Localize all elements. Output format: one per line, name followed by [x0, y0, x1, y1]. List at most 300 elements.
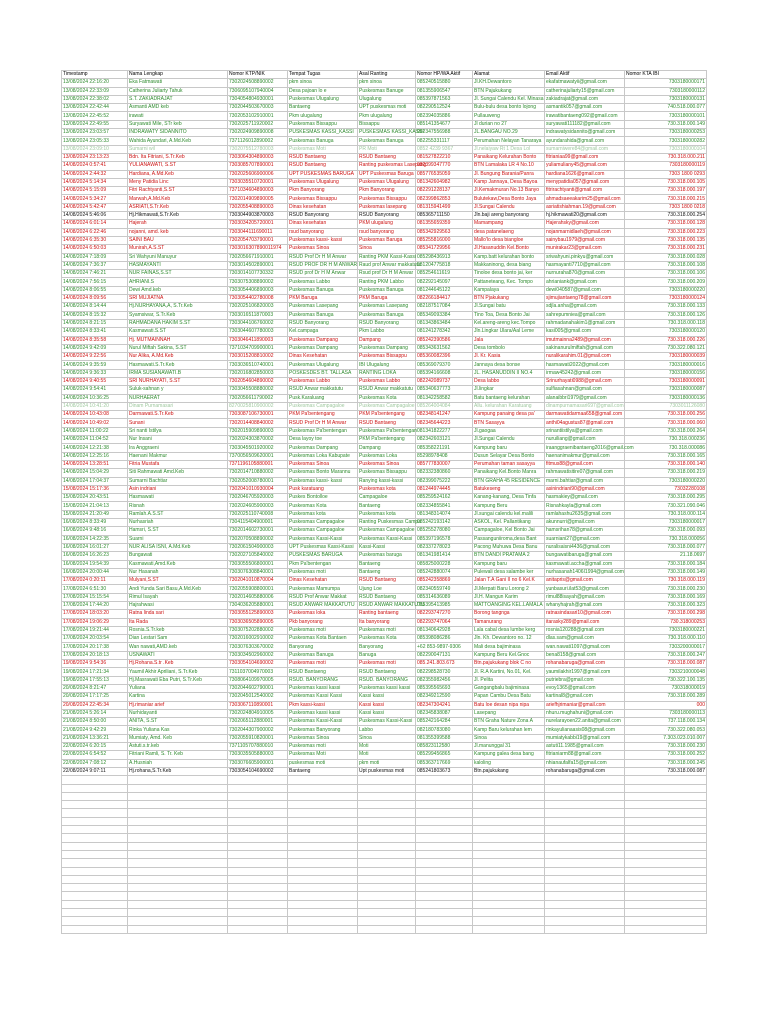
empty-cell[interactable] [62, 826, 128, 834]
empty-cell[interactable] [416, 892, 473, 900]
table-cell[interactable]: Dian Lestari Sam [128, 635, 228, 643]
table-cell[interactable]: 7302024508890002 [228, 79, 288, 87]
table-cell[interactable]: 14/08/2024 12:21:38 [62, 444, 128, 452]
table-cell[interactable]: 082399075222 [416, 477, 473, 485]
table-cell[interactable]: Mallo'lo desa biangloe [473, 236, 545, 244]
table-cell[interactable]: 730.318.000.135 [625, 236, 707, 244]
table-cell[interactable]: RSUD Bantaeng [288, 668, 358, 676]
table-cell[interactable]: Hj.Rohana.S.tr .Keb [128, 660, 228, 668]
empty-cell[interactable] [625, 809, 707, 817]
table-cell[interactable]: sdjla.anha@gmail.com [545, 303, 625, 311]
table-cell[interactable]: 7303180000131 [625, 95, 707, 103]
table-cell[interactable]: Puskesmas Kota Bantaen [288, 635, 358, 643]
table-cell[interactable]: marni.bahtiar@gmail.com [545, 477, 625, 485]
table-cell[interactable]: zakiadrajat@gmail.com [545, 95, 625, 103]
table-cell[interactable]: Pulewali desa salambe ker [473, 568, 545, 576]
empty-cell[interactable] [625, 850, 707, 858]
table-cell[interactable]: 13/08/2024 23:09:10 [62, 145, 128, 153]
table-cell[interactable]: 7308064109970005 [228, 676, 288, 684]
table-cell[interactable]: 14/08/2024 5:42:47 [62, 203, 128, 211]
table-cell[interactable]: 7303180000087 [625, 386, 707, 394]
table-cell[interactable]: Jl. R.A Kartini, No.01, Kel. [473, 668, 545, 676]
table-cell[interactable]: rahmawatisitire07@gmail.com [545, 469, 625, 477]
table-cell[interactable]: Pkm kassi-kassi [288, 701, 358, 709]
table-cell[interactable]: 082292145097 [416, 278, 473, 286]
table-cell[interactable]: 730.318000253 [625, 618, 707, 626]
table-cell[interactable]: Desa pajoan lo e [288, 87, 358, 95]
table-cell[interactable]: 7303087106730001 [228, 411, 288, 419]
table-cell[interactable]: 7302041010870004 [228, 577, 288, 585]
table-cell[interactable]: yaumilakhir1997@gmail.com [545, 668, 625, 676]
table-cell[interactable]: 7303180000136 [625, 394, 707, 402]
table-cell[interactable]: RSUD Banyorang [288, 212, 358, 220]
empty-cell[interactable] [545, 826, 625, 834]
table-cell[interactable]: 7303180000091 [625, 377, 707, 385]
table-cell[interactable]: Jl.KH.Dewantoro [473, 79, 545, 87]
empty-cell[interactable] [288, 792, 358, 800]
table-cell[interactable]: Puskesmas moti [358, 626, 416, 634]
table-cell[interactable]: 7303064304890003 [228, 153, 288, 161]
table-cell[interactable]: 7371105707880010 [228, 743, 288, 751]
table-cell[interactable]: Nurhasriah [128, 519, 228, 527]
empty-cell[interactable] [545, 776, 625, 784]
table-cell[interactable]: Puskesmas Sinoa [288, 460, 358, 468]
table-cell[interactable]: 7302016802850003 [228, 369, 288, 377]
table-cell[interactable]: RSUD Prof Anwar Makkat [288, 593, 358, 601]
table-cell[interactable]: RSUD. BANYORANG [358, 676, 416, 684]
table-cell[interactable]: RSUD Bantaeng [288, 162, 358, 170]
empty-cell[interactable] [358, 850, 416, 858]
table-cell[interactable]: 7303054406890003 [228, 286, 288, 294]
table-cell[interactable]: Ita Rada [128, 618, 228, 626]
table-cell[interactable]: Pkb banyorang [288, 618, 358, 626]
empty-cell[interactable] [228, 801, 288, 809]
table-cell[interactable]: 7302052008780001 [228, 477, 288, 485]
table-cell[interactable]: kasmawati.accha@gmail.com [545, 560, 625, 568]
table-cell[interactable]: 7303034502960002 [228, 651, 288, 659]
table-cell[interactable]: 7303054402780008 [228, 295, 288, 303]
table-cell[interactable]: Yuliana [128, 684, 228, 692]
table-cell[interactable]: 14/08/2024 8:06:55 [62, 286, 128, 294]
table-cell[interactable]: Gangangbalu bajiminasa [473, 684, 545, 692]
table-cell[interactable]: Bungawati [128, 552, 228, 560]
table-cell[interactable]: sainybau1979@gmail.com [545, 236, 625, 244]
table-cell[interactable]: Ranting bantaeng [358, 610, 416, 618]
table-cell[interactable]: 730.318.000.133 [625, 303, 707, 311]
empty-cell[interactable] [473, 925, 545, 933]
empty-cell[interactable] [473, 801, 545, 809]
table-cell[interactable]: rsud banyorang [288, 228, 358, 236]
table-cell[interactable]: pkm sinoa [288, 79, 358, 87]
table-cell[interactable]: 085777830007 [416, 460, 473, 468]
table-cell[interactable]: Pkm Pa'bentengan [288, 560, 358, 568]
table-cell[interactable]: sumarniwere84@gmail.com [545, 145, 625, 153]
table-cell[interactable]: 7303 1800 0293 [625, 170, 707, 178]
table-cell[interactable]: Suryawati Mile, STr keb [128, 120, 228, 128]
table-cell[interactable]: Nur Alika, A.Md.Keb [128, 353, 228, 361]
table-cell[interactable]: 7303180000119 [625, 162, 707, 170]
empty-cell[interactable] [416, 809, 473, 817]
empty-cell[interactable] [288, 850, 358, 858]
empty-cell[interactable] [358, 834, 416, 842]
table-cell[interactable]: 730.318.000.149 [625, 120, 707, 128]
table-cell[interactable]: JL.BANGAU NO.29 [473, 129, 545, 137]
table-cell[interactable]: Puskesmas Labbo [288, 377, 358, 385]
table-cell[interactable]: Dusun Selayar Desa Bonto [473, 452, 545, 460]
table-cell[interactable]: Dampang [358, 444, 416, 452]
table-cell[interactable]: Darmawati.S.Tr.Keb [128, 411, 228, 419]
table-cell[interactable]: Puskesmas Mamumpa [288, 585, 358, 593]
table-cell[interactable]: JL. HASANUDDIN II NO.4 [473, 369, 545, 377]
table-cell[interactable]: 7303044607780003 [228, 328, 288, 336]
table-cell[interactable]: BTN Graha Nature Zona A [473, 718, 545, 726]
empty-cell[interactable] [358, 884, 416, 892]
table-cell[interactable]: 15/08/2024 21:20:49 [62, 510, 128, 518]
empty-cell[interactable] [62, 809, 128, 817]
table-cell[interactable]: 082180783080 [416, 726, 473, 734]
table-cell[interactable]: Ranting Puskesmas Campa [359, 519, 421, 526]
table-cell[interactable]: asmantik057@gmail.com [545, 104, 625, 112]
table-cell[interactable]: Banyorang [288, 643, 358, 651]
table-cell[interactable]: 082347304241 [416, 701, 473, 709]
table-cell[interactable]: 7302070508890002 [228, 535, 288, 543]
table-cell[interactable]: Puskesmas kassi- kassi [288, 236, 358, 244]
table-cell[interactable]: Puskesmas Ulugalung [358, 178, 416, 186]
table-cell[interactable]: 082345838087 [416, 709, 473, 717]
table-cell[interactable]: 14/08/2024 8:14:44 [62, 303, 128, 311]
table-cell[interactable]: 000 [625, 701, 707, 709]
table-cell[interactable]: 7303180000171 [625, 79, 707, 87]
table-cell[interactable]: Lasepang [473, 709, 545, 717]
empty-cell[interactable] [228, 792, 288, 800]
table-cell[interactable]: 21/08/2024 8:50:00 [62, 718, 128, 726]
table-cell[interactable]: kasi005@gmail.com [545, 328, 625, 336]
table-cell[interactable]: PKM Baruga [358, 295, 416, 303]
table-cell[interactable]: 7306095107940004 [228, 87, 288, 95]
table-cell[interactable]: 7303036510740001 [228, 361, 288, 369]
table-cell[interactable]: 081241278342 [416, 328, 473, 336]
table-cell[interactable]: 730.318.000.108 [625, 261, 707, 269]
table-cell[interactable]: Kasmawati.S.ST [128, 328, 228, 336]
table-cell[interactable]: Siti Rahmawati Amd.Keb [128, 469, 228, 477]
empty-cell[interactable] [625, 859, 707, 867]
table-cell[interactable]: Jl.lingkar [473, 386, 545, 394]
table-cell[interactable]: Puskesmas Labbo [358, 377, 416, 385]
table-cell[interactable]: fitrianiaa99@gmail.com [545, 153, 625, 161]
table-cell[interactable]: 730.322.100.135 [625, 676, 707, 684]
table-cell[interactable]: ahrianiank@gmail.com [545, 278, 625, 286]
table-cell[interactable]: 730.318.000.219 [625, 469, 707, 477]
empty-cell[interactable] [416, 925, 473, 933]
table-cell[interactable]: 14/08/2024 17:04:37 [62, 477, 128, 485]
table-cell[interactable]: Srinurhayati0988@gmail.com [545, 377, 625, 385]
table-cell[interactable]: +62 853-9897-9306 [416, 643, 473, 651]
table-cell[interactable]: 730.318.000.105 [625, 178, 707, 186]
table-cell[interactable]: nhuru.mughahuni@gmail.com [545, 709, 625, 717]
table-cell[interactable]: Eka Fatmawati [128, 79, 228, 87]
empty-cell[interactable] [288, 834, 358, 842]
table-cell[interactable]: Suarni [128, 535, 228, 543]
table-cell[interactable]: 082334855841 [416, 502, 473, 510]
table-cell[interactable]: 14/08/2024 12:25:16 [62, 452, 128, 460]
column-header[interactable]: Nomor KTA IBI [625, 71, 707, 79]
empty-cell[interactable] [288, 900, 358, 908]
table-cell[interactable]: 13/08/2024 22:38:02 [62, 95, 128, 103]
table-cell[interactable]: evoy1365@gmail.com [545, 684, 625, 692]
table-cell[interactable]: Jl. Sungai Calendu Kel. Minasa [474, 96, 544, 103]
table-cell[interactable]: 7303210000048 [625, 668, 707, 676]
table-cell[interactable]: ahmadsaeeakarim25@gmail.com [545, 195, 625, 203]
table-cell[interactable]: sakinanurulmiftah@gmail.com [545, 344, 625, 352]
table-cell[interactable]: 21/08/2024 13:36:21 [62, 734, 128, 742]
table-cell[interactable]: Papan Cambu Desa Batu [473, 693, 545, 701]
table-cell[interactable]: Ranting PKM Kassi-Kassi [359, 253, 416, 260]
table-cell[interactable]: yuliamuliany45@gmail.com [545, 162, 625, 170]
table-cell[interactable]: Kartina [128, 693, 228, 701]
table-cell[interactable]: Sinoa [358, 734, 416, 742]
table-cell[interactable]: Puskesmas Banyorang [288, 726, 358, 734]
table-cell[interactable]: 730.318.000.087 [625, 767, 707, 775]
table-cell[interactable]: Puskesmas baruga [358, 552, 416, 560]
table-cell[interactable]: UPT puskesmas moti [358, 104, 416, 112]
empty-cell[interactable] [128, 917, 228, 925]
table-cell[interactable]: Kasmawati,Amd.Keb [128, 560, 228, 568]
table-cell[interactable]: 730.318.000.126 [625, 311, 707, 319]
column-header[interactable]: Alamat [473, 71, 545, 79]
table-cell[interactable]: 730.318.000.060 [625, 419, 707, 427]
table-cell[interactable]: 7371034709900001 [228, 344, 288, 352]
table-cell[interactable]: Puskesmas Kota [358, 394, 416, 402]
table-cell[interactable]: 730.318.000.128 [625, 220, 707, 228]
table-cell[interactable]: Kampung Beru [473, 502, 545, 510]
table-cell[interactable]: RSUD Anwar makkatutu [288, 386, 358, 394]
empty-cell[interactable] [62, 892, 128, 900]
empty-cell[interactable] [473, 917, 545, 925]
table-cell[interactable]: Bantaeng [358, 568, 416, 576]
empty-cell[interactable] [473, 875, 545, 883]
table-cell[interactable]: 7302024605900003 [228, 502, 288, 510]
empty-cell[interactable] [358, 867, 416, 875]
table-cell[interactable]: Sumarni wil [128, 145, 228, 153]
table-cell[interactable]: Makkaninong, desa biang [473, 261, 545, 269]
empty-cell[interactable] [62, 917, 128, 925]
table-cell[interactable]: RSUD PROF DR H M ANWAR [289, 261, 358, 268]
table-cell[interactable]: Puskesmas kota [358, 510, 416, 518]
table-cell[interactable]: 730.318.000.106 [625, 270, 707, 278]
table-cell[interactable]: Puskesmas Labbo [288, 278, 358, 286]
table-cell[interactable]: puskesmas moti [288, 759, 358, 767]
table-cell[interactable]: NUR FAINAS,S.ST [128, 270, 228, 278]
empty-cell[interactable] [545, 884, 625, 892]
table-cell[interactable]: Rimul Isayah [128, 593, 228, 601]
table-cell[interactable]: 7303035510720001 [228, 178, 288, 186]
table-cell[interactable]: PR Moti [358, 145, 416, 153]
table-cell[interactable]: hasmawati2022@gmail.com [545, 361, 625, 369]
table-cell[interactable]: 085314636089 [416, 593, 473, 601]
table-cell[interactable]: Wan nawati,AMD.keb [128, 643, 228, 651]
table-cell[interactable]: Puskesmas Kota [358, 635, 416, 643]
table-cell[interactable]: Puskesmas Kassi-Kassi [358, 535, 416, 543]
table-cell[interactable]: PKM Pa'bentengang [358, 411, 416, 419]
table-cell[interactable]: 14/08/2024 8:09:56 [62, 295, 128, 303]
table-cell[interactable]: SRI NURHAYATI, S.ST [128, 377, 228, 385]
table-cell[interactable]: Dampang [358, 336, 416, 344]
table-cell[interactable]: 081342258582 [416, 394, 473, 402]
table-cell[interactable]: 730.318.000.289 [625, 693, 707, 701]
table-cell[interactable]: 085394166608 [416, 369, 473, 377]
table-cell[interactable]: 7302024909890008 [228, 129, 288, 137]
empty-cell[interactable] [128, 826, 228, 834]
table-cell[interactable]: Puskesmas loka [288, 610, 358, 618]
table-cell[interactable]: Puskesmas kassi kassi [288, 684, 358, 692]
table-cell[interactable]: Jl.nelaiyaw Rt 1 Desa Lol [473, 145, 545, 153]
table-cell[interactable]: RSUD prof Dr H M Anwar [288, 270, 358, 278]
table-cell[interactable]: RSUD. BANYORANG [288, 676, 358, 684]
empty-cell[interactable] [288, 875, 358, 883]
table-cell[interactable]: 085776535059 [416, 170, 473, 178]
table-cell[interactable]: 17/08/2024 17:44:20 [62, 602, 128, 610]
table-cell[interactable]: RSUD Bantaeng [358, 419, 416, 427]
empty-cell[interactable] [416, 834, 473, 842]
table-cell[interactable]: Puskesmas Campagaloe [288, 402, 358, 410]
table-cell[interactable]: Puskesmas Pa'bentengan [359, 427, 417, 434]
empty-cell[interactable] [416, 842, 473, 850]
empty-cell[interactable] [128, 850, 228, 858]
table-cell[interactable]: 14/08/2024 6:50:03 [62, 245, 128, 253]
empty-cell[interactable] [62, 776, 128, 784]
empty-cell[interactable] [473, 792, 545, 800]
table-cell[interactable]: Jl.H. Mangun Karim [473, 593, 545, 601]
empty-cell[interactable] [128, 784, 228, 792]
table-cell[interactable]: Mulyani,S.ST [128, 577, 228, 585]
empty-cell[interactable] [416, 908, 473, 916]
empty-cell[interactable] [62, 900, 128, 908]
table-cell[interactable]: 17/08/2024 18:03:20 [62, 610, 128, 618]
table-cell[interactable]: Puskesmas Bissappu [358, 195, 416, 203]
column-header[interactable]: Nomor HP/WA Aktif [416, 71, 473, 79]
table-cell[interactable]: 082399862853 [416, 195, 473, 203]
table-cell[interactable]: 730.318.000.252 [625, 751, 707, 759]
table-cell[interactable]: RSUD Bantaeng [288, 153, 358, 161]
table-cell[interactable]: kartinal8@gmail.com [545, 693, 625, 701]
table-cell[interactable]: nuralikarahim.01@gmail.com [545, 353, 625, 361]
empty-cell[interactable] [62, 875, 128, 883]
table-cell[interactable]: 14/08/2024 6:01:14 [62, 220, 128, 228]
empty-cell[interactable] [128, 900, 228, 908]
table-cell[interactable]: 7302044503670003 [228, 104, 288, 112]
column-header[interactable]: Asal Ranting [358, 71, 416, 79]
table-cell[interactable]: 7302075512780003 [228, 145, 288, 153]
table-cell[interactable]: 7303180000120 [625, 328, 707, 336]
table-cell[interactable]: 730.318.000.119 [625, 577, 707, 585]
table-cell[interactable]: Dinas kesehatan [288, 220, 358, 228]
table-cell[interactable]: 7302065112880001 [228, 718, 288, 726]
table-cell[interactable]: RSUD Bantaeng [358, 577, 416, 585]
table-cell[interactable]: RSUD Bantaeng [358, 593, 416, 601]
table-cell[interactable]: 081244974445 [416, 485, 473, 493]
table-cell[interactable]: 730.318.000.323 [625, 602, 707, 610]
table-cell[interactable]: 7304115404900001 [228, 519, 288, 527]
table-cell[interactable]: akunnurri@gmail.com [545, 519, 625, 527]
table-cell[interactable]: 730.318.000.110 [625, 635, 707, 643]
empty-cell[interactable] [545, 784, 625, 792]
table-cell[interactable]: Allu. kelurahan Karatuang [473, 402, 545, 410]
table-cell[interactable]: 081341822277 [416, 427, 473, 435]
table-cell[interactable]: 7302027105840002 [228, 552, 288, 560]
table-cell[interactable]: sriwahyuni.pinkyu@gmail.com [545, 253, 625, 261]
empty-cell[interactable] [62, 842, 128, 850]
empty-cell[interactable] [416, 917, 473, 925]
table-cell[interactable]: 7302014602730001 [228, 527, 288, 535]
table-cell[interactable]: 16/08/2024 14:22:35 [62, 535, 128, 543]
table-cell[interactable]: munirakar23@gmail.com [545, 245, 625, 253]
table-cell[interactable]: 14/08/2024 9:42:09 [62, 344, 128, 352]
table-cell[interactable]: srinantiistilya@gmail.com [545, 427, 625, 435]
table-cell[interactable]: 14/08/2024 8:15:32 [62, 311, 128, 319]
table-cell[interactable]: 082293747270 [416, 610, 473, 618]
table-cell[interactable]: Puskesmas Sinoa [358, 460, 416, 468]
table-cell[interactable]: nojanmarnidlaeh@gmail.com [545, 228, 625, 236]
table-cell[interactable]: hasmayanti7710@gmail.com [545, 261, 625, 269]
table-cell[interactable]: 730.318.000.215 [625, 195, 707, 203]
table-cell[interactable]: Puskesmas Dampang [288, 344, 358, 352]
table-cell[interactable]: 7302061504900003 [228, 543, 288, 551]
empty-cell[interactable] [62, 850, 128, 858]
table-cell[interactable]: 082349212590 [416, 693, 473, 701]
table-cell[interactable]: 085365711150 [416, 212, 473, 220]
table-cell[interactable]: 14/08/2024 9:35:59 [62, 361, 128, 369]
table-cell[interactable]: Hardiana, A.Md.Keb [128, 170, 228, 178]
table-cell[interactable]: Sumarni Bachtiar [128, 477, 228, 485]
table-cell[interactable]: 081343863484 [416, 319, 473, 327]
table-cell[interactable]: 14/08/2024 15:04:29 [62, 469, 128, 477]
table-cell[interactable]: Kel.areng-areng kec.Tompo [473, 319, 545, 327]
table-cell[interactable]: Bulutekaw,Desa Bonto Jaya [473, 195, 545, 203]
table-cell[interactable]: Puskesmas Ulugalung [288, 95, 358, 103]
table-cell[interactable]: 085242358869 [416, 577, 473, 585]
table-cell[interactable]: 17/08/2024 20:18:13 [62, 651, 128, 659]
table-cell[interactable]: 730.318.000.093 [625, 527, 707, 535]
table-cell[interactable]: fitmus88@gmail.com [545, 460, 625, 468]
empty-cell[interactable] [416, 801, 473, 809]
empty-cell[interactable] [416, 784, 473, 792]
empty-cell[interactable] [288, 776, 358, 784]
empty-cell[interactable] [416, 867, 473, 875]
table-cell[interactable]: 085369079370 [416, 361, 473, 369]
table-cell[interactable]: 081355659359 [416, 220, 473, 228]
table-cell[interactable]: 730.318.000236 [625, 436, 707, 444]
table-cell[interactable]: ariefhjrimaniar@gmail.com [545, 701, 625, 709]
table-cell[interactable]: 13/08/2024 22:45:52 [62, 112, 128, 120]
table-cell[interactable]: Desa labbo [473, 377, 545, 385]
table-cell[interactable]: 7302014909890005 [228, 195, 288, 203]
table-cell[interactable]: Ranting PKM Labbo [358, 278, 416, 286]
table-cell[interactable]: 085398086286 [416, 635, 473, 643]
table-cell[interactable]: Bantaeng [358, 560, 416, 568]
table-cell[interactable]: Batu bantaeng kelurahan [473, 394, 545, 402]
empty-cell[interactable] [545, 842, 625, 850]
table-cell[interactable]: Puskesmas Baruga [358, 236, 416, 244]
table-cell[interactable]: Puskesmas Loka Kabupate [288, 452, 358, 460]
table-cell[interactable]: 15/08/2024 20:43:51 [62, 494, 128, 502]
table-cell[interactable]: Puskesmas moti [288, 743, 358, 751]
table-cell[interactable]: Tino Toa, Desa Bonto Jai [473, 311, 545, 319]
table-cell[interactable]: Hj.rimaniar arief [128, 701, 228, 709]
table-cell[interactable]: 085397196578 [416, 535, 473, 543]
table-cell[interactable]: 7302045012540002 [228, 693, 288, 701]
table-cell[interactable]: Passanguniiroma,desa Bant [473, 535, 545, 543]
table-cell[interactable]: 7370056509620001 [228, 452, 288, 460]
